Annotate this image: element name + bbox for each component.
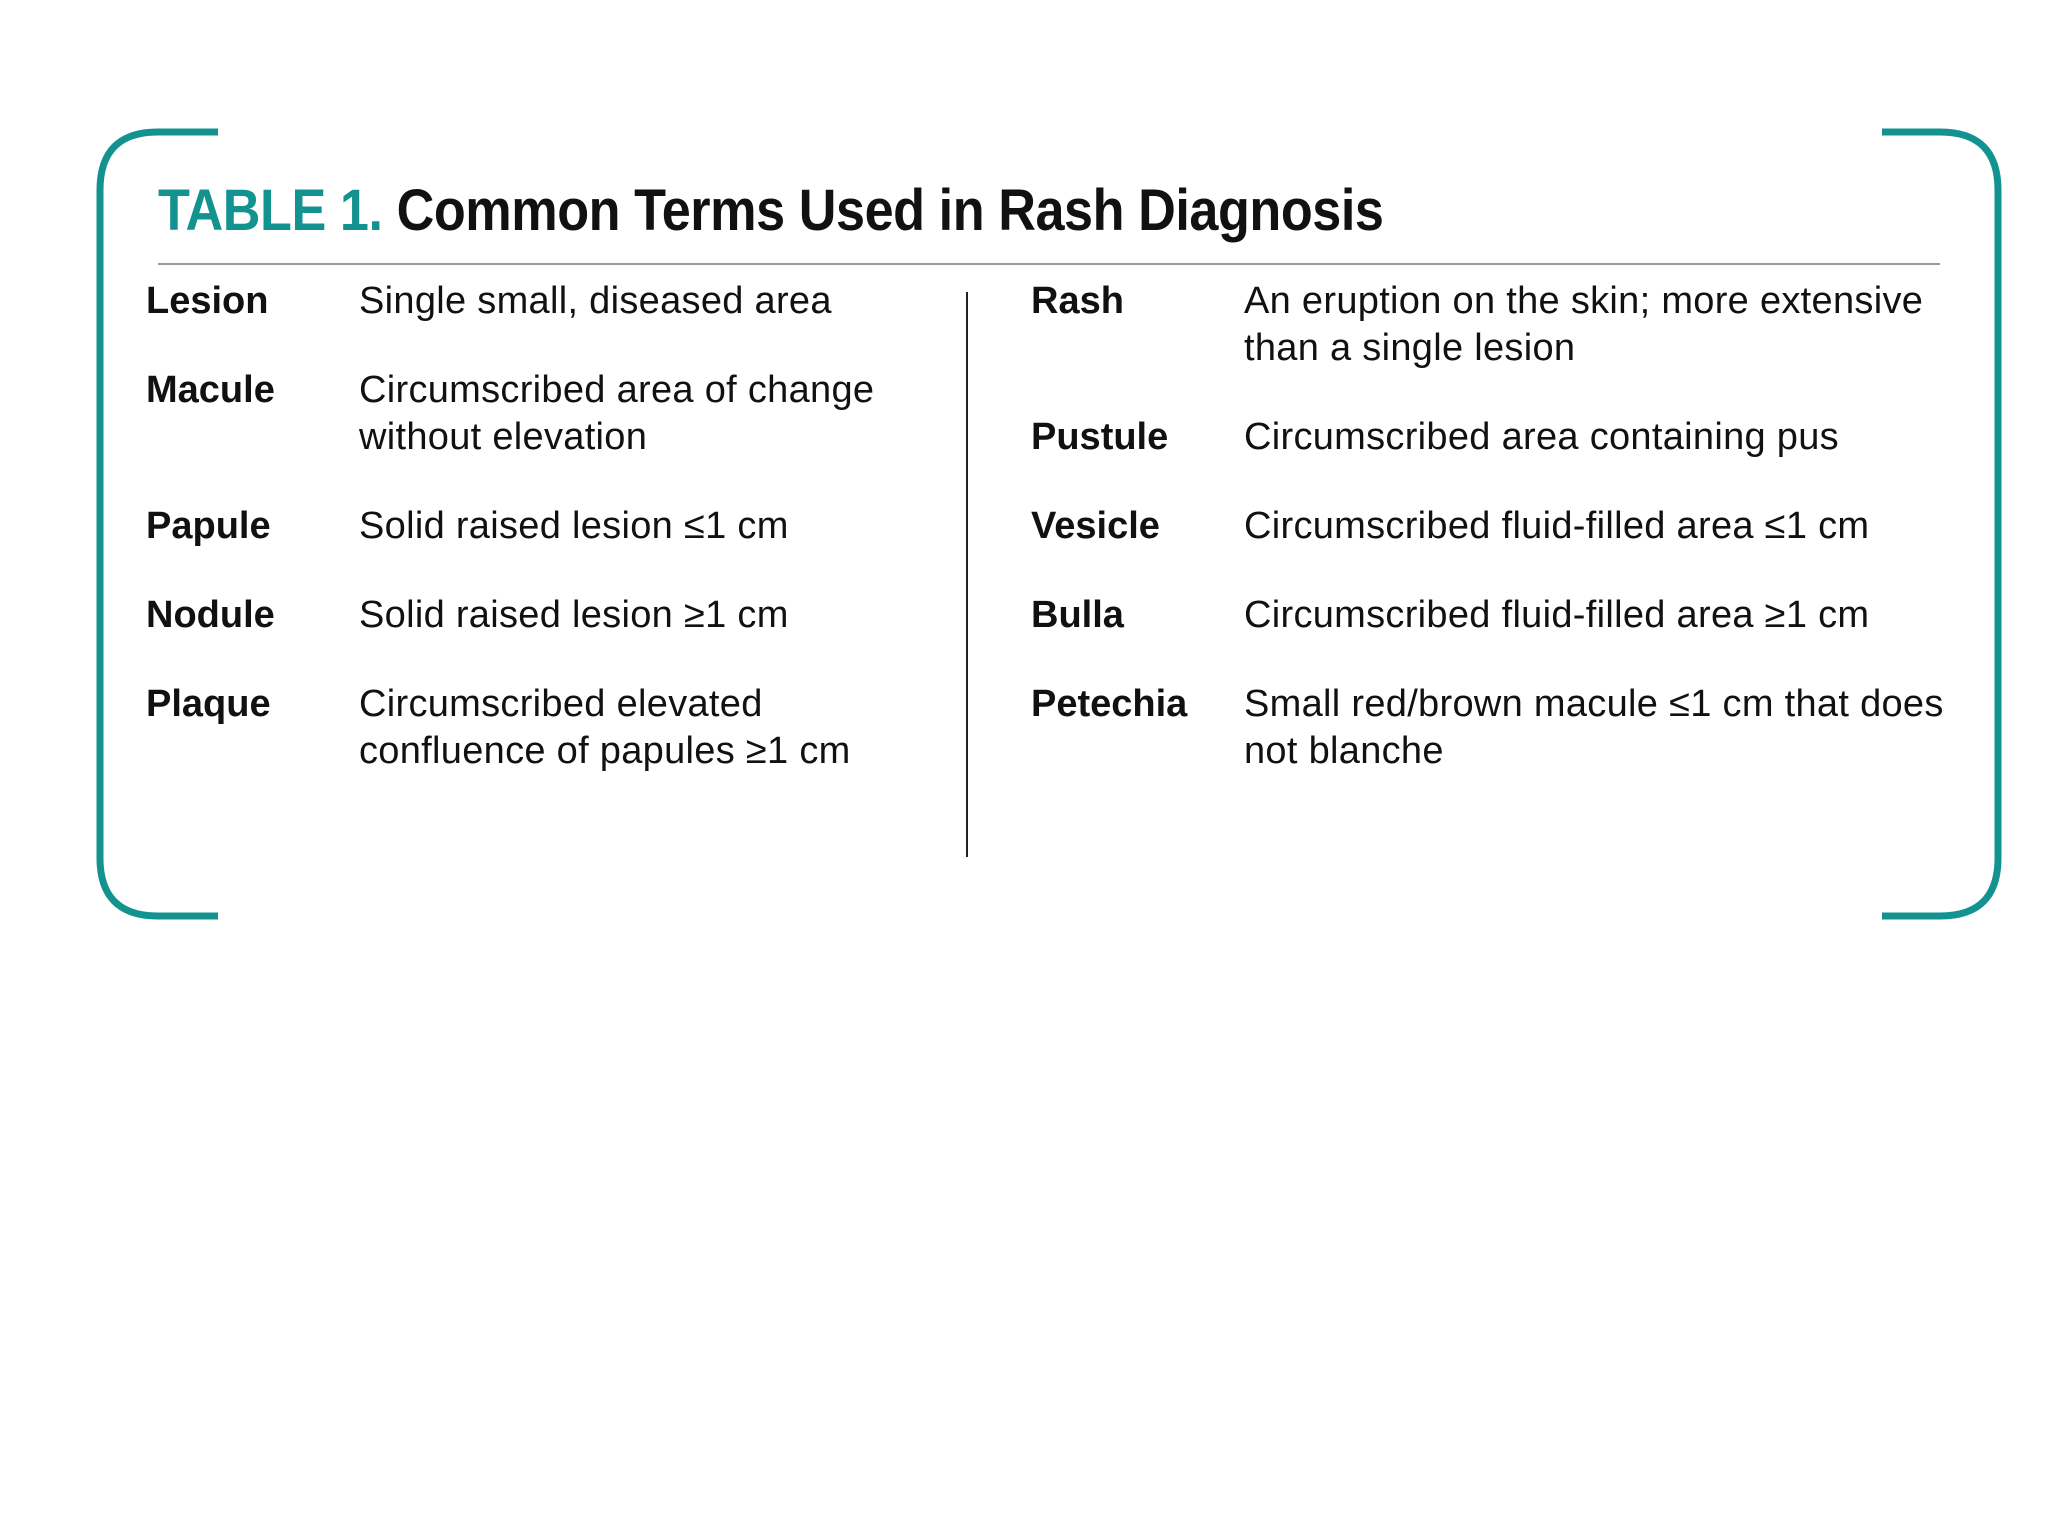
term-definition: Small red/brown macule ≤1 cm that does not blanche xyxy=(1244,683,1944,772)
term-entry xyxy=(146,681,936,775)
left-column xyxy=(146,278,936,817)
table-label: TABLE 1. xyxy=(158,178,383,243)
table-title-text: Common Terms Used in Rash Diagnosis xyxy=(396,178,1384,243)
term-definition: Circumscribed area of change without elevation xyxy=(359,369,875,458)
term-entry xyxy=(1031,592,1971,639)
term-entry xyxy=(1031,681,1971,775)
term-label: Bulla xyxy=(1031,594,1124,636)
term-label: Pustule xyxy=(1031,416,1169,458)
term-definition: Solid raised lesion ≤1 cm xyxy=(359,505,789,547)
term-entry xyxy=(146,367,936,461)
term-label: Rash xyxy=(1031,280,1124,322)
term-entry xyxy=(1031,278,1971,372)
table-title xyxy=(158,176,1384,246)
title-rule xyxy=(158,263,1940,265)
term-label: Plaque xyxy=(146,683,271,725)
term-label: Papule xyxy=(146,505,271,547)
term-label: Macule xyxy=(146,369,275,411)
term-entry xyxy=(1031,414,1971,461)
term-definition: Solid raised lesion ≥1 cm xyxy=(359,594,789,636)
term-definition: Circumscribed fluid-filled area ≥1 cm xyxy=(1244,594,1870,636)
term-label: Nodule xyxy=(146,594,275,636)
term-entry xyxy=(146,592,936,639)
term-label: Lesion xyxy=(146,280,269,322)
term-definition: Circumscribed area containing pus xyxy=(1244,416,1839,458)
term-definition: Single small, diseased area xyxy=(359,280,832,322)
term-definition: Circumscribed elevated confluence of papules ≥1 cm xyxy=(359,683,851,772)
term-entry xyxy=(146,503,936,550)
term-entry xyxy=(1031,503,1971,550)
term-entry xyxy=(146,278,936,325)
term-definition: An eruption on the skin; more extensive than a single lesion xyxy=(1244,280,1924,369)
right-column xyxy=(1031,278,1971,817)
column-divider xyxy=(966,292,968,857)
term-definition: Circumscribed fluid-filled area ≤1 cm xyxy=(1244,505,1870,547)
term-label: Petechia xyxy=(1031,683,1188,725)
term-label: Vesicle xyxy=(1031,505,1160,547)
